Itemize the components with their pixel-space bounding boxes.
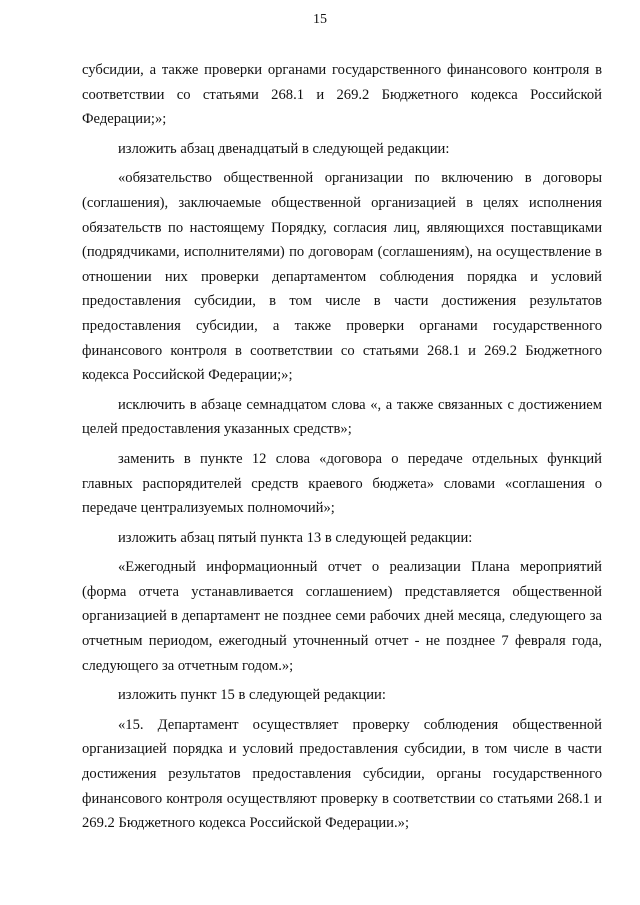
paragraph-instruction: изложить абзац двенадцатый в следующей редакции: bbox=[118, 140, 450, 157]
paragraph-quoted-report: «Ежегодный информационный отчет о реализации Плана мероприятий (форма отчета устанавливается соглашением) представляется общественной организацией в департамент не позднее семи рабочих дней месяца, следующего за отчетным периодом, ежегодный уточненный отчет - не позднее 7 февраля года, следующего за отчетным годом.»; bbox=[82, 559, 602, 674]
paragraph-instruction: изложить пункт 15 в следующей редакции: bbox=[118, 687, 386, 704]
paragraph-quoted-point-15: «15. Департамент осуществляет проверку соблюдения общественной организацией порядка и условий предоставления субсидии, в том числе в части достижения результатов предоставления субсидии, органы государственного финансового контроля осуществляют проверку в соответствии со статьями 268.1 и 269.2 Бюджетного кодекса Российской Федерации.»; bbox=[82, 716, 602, 832]
document-body bbox=[82, 58, 602, 836]
paragraph-instruction: исключить в абзаце семнадцатом слова «, а также связанных с достижением целей предоставления указанных средств»; bbox=[82, 396, 602, 438]
page-number: 15 bbox=[313, 12, 327, 27]
paragraph-continuation: субсидии, а также проверки органами государственного финансового контроля в соответствии со статьями 268.1 и 269.2 Бюджетного кодекса Российской Федерации;»; bbox=[82, 62, 602, 128]
paragraph-instruction: изложить абзац пятый пункта 13 в следующей редакции: bbox=[118, 529, 473, 546]
paragraph-quoted-obligation: «обязательство общественной организации по включению в договоры (соглашения), заключаемые общественной организацией в целях исполнения обязательств по настоящему Порядку, согласия лиц, являющихся поставщиками (подрядчиками, исполнителями) по договорам (соглашениям), на осуществление в отношении них проверки департаментом соблюдения порядка и условий предоставления субсидии, в том числе в части достижения результатов предоставления субсидии, а также проверки органами государственного финансового контроля в соответствии со статьями 268.1 и 269.2 Бюджетного кодекса Российской Федерации;»; bbox=[82, 170, 602, 384]
paragraph-instruction: заменить в пункте 12 слова «договора о передаче отдельных функций главных распорядителей средств краевого бюджета» словами «соглашения о передаче централизуемых полномочий»; bbox=[82, 450, 602, 517]
